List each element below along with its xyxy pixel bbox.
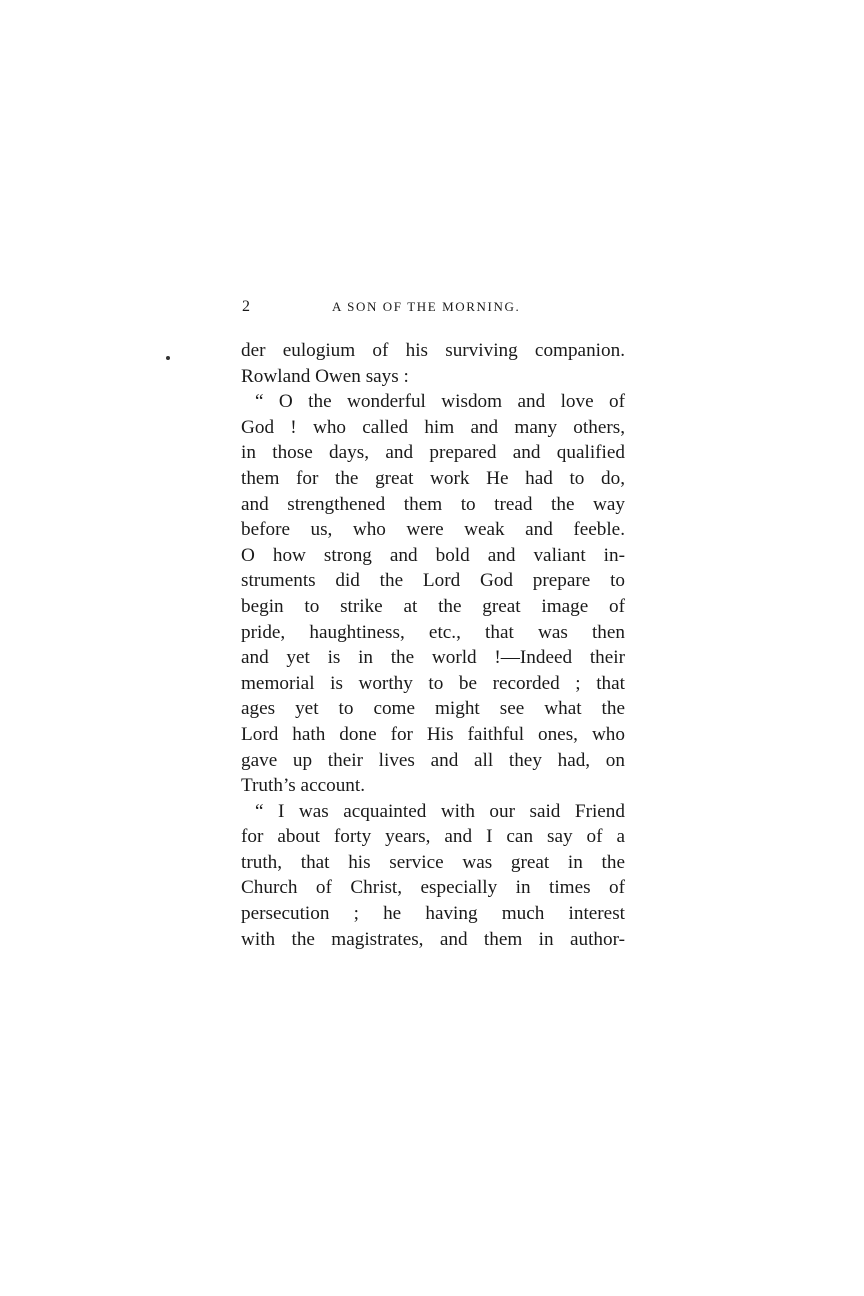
text-line: Truth’s account. (241, 775, 366, 797)
text-line: gave up their lives and all they had, on (241, 749, 625, 771)
text-line: O how strong and bold and valiant in- (241, 544, 625, 566)
text-line: pride, haughtiness, etc., that was then (241, 621, 625, 643)
text-line: “ O the wonderful wisdom and love of (255, 391, 625, 413)
text-line: struments did the Lord God prepare to (241, 570, 625, 592)
running-title: A SON OF THE MORNING. (332, 299, 521, 314)
page-number: 2 (242, 298, 250, 315)
text-line: and yet is in the world !—Indeed their (241, 647, 625, 669)
text-line: and strengthened them to tread the way (241, 493, 625, 515)
text-line: with the magistrates, and them in author- (241, 928, 625, 950)
text-line: them for the great work He had to do, (241, 467, 625, 489)
text-line: memorial is worthy to be recorded ; that (241, 672, 625, 694)
body-text (241, 338, 625, 952)
text-line: Lord hath done for His faithful ones, who (241, 723, 625, 745)
text-line: Church of Christ, especially in times of (241, 877, 625, 899)
text-line: in those days, and prepared and qualified (241, 442, 625, 464)
text-line: Rowland Owen says : (241, 365, 409, 387)
text-line: persecution ; he having much interest (241, 903, 625, 925)
text-line: truth, that his service was great in the (241, 851, 625, 873)
ink-speck (166, 356, 170, 360)
text-line: begin to strike at the great image of (241, 595, 625, 617)
text-line: der eulogium of his surviving companion. (241, 340, 625, 361)
text-line: “ I was acquainted with our said Friend (255, 800, 625, 822)
text-line: before us, who were weak and feeble. (241, 519, 625, 541)
text-line: for about forty years, and I can say of a (241, 826, 625, 848)
running-head (242, 298, 624, 322)
text-line: ages yet to come might see what the (241, 698, 625, 720)
text-line: God ! who called him and many others, (241, 416, 625, 438)
